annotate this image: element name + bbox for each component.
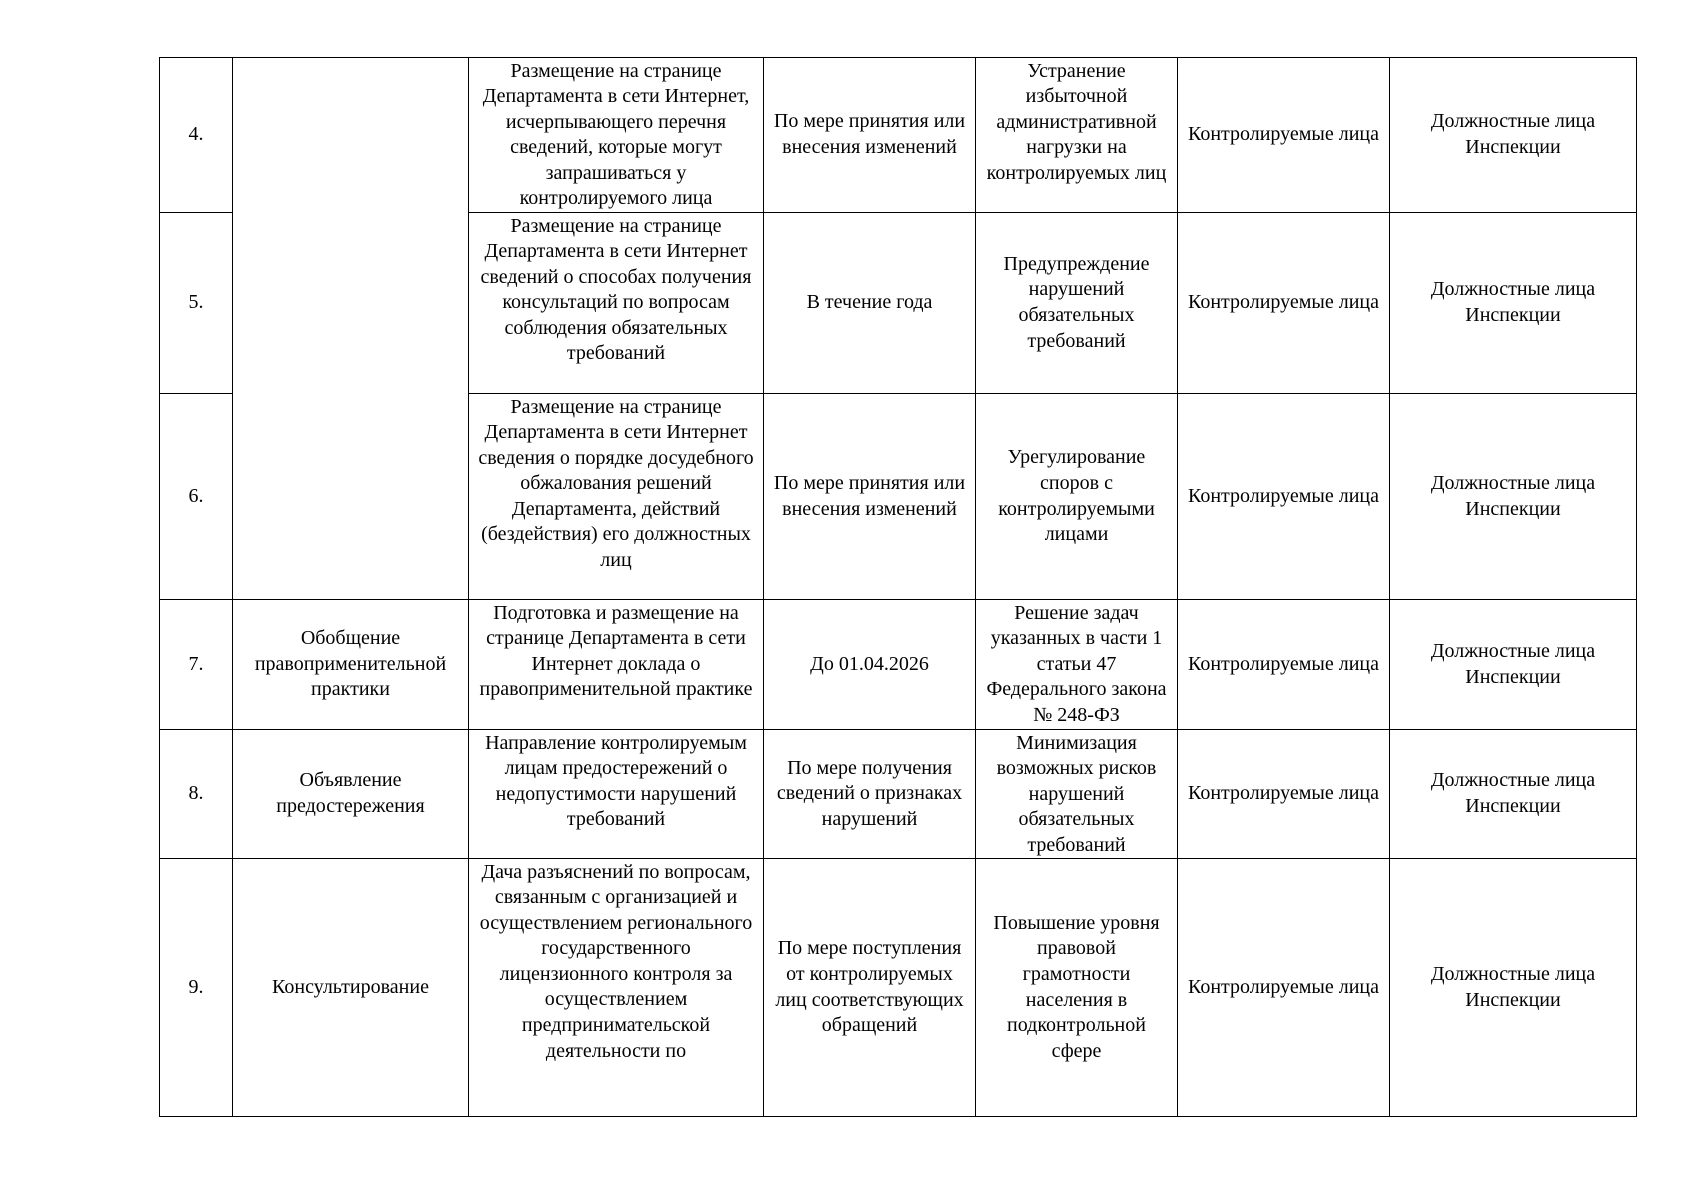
activity-text: Подготовка и размещение на странице Департамента в сети Интернет доклада о правоприменительной практике <box>479 601 753 701</box>
row-number: 5. <box>160 213 233 394</box>
term-cell: До 01.04.2026 <box>764 600 976 730</box>
result-cell: Повышение уровня правовой грамотности населения в подконтрольной сфере <box>976 859 1178 1117</box>
subject-cell: Контролируемые лица <box>1178 730 1390 859</box>
subject-cell: Контролируемые лица <box>1178 213 1390 394</box>
activity-text: Размещение на странице Департамента в сети Интернет сведений о способах получения консультаций по вопросам соблюдения обязательных требований <box>480 214 752 365</box>
executor-cell: Должностные лица Инспекции <box>1390 859 1637 1117</box>
measure-cell: Объявление предостережения <box>233 730 469 859</box>
row-number: 8. <box>160 730 233 859</box>
activity-cell <box>469 213 764 394</box>
result-cell: Урегулирование споров с контролируемыми лицами <box>976 394 1178 600</box>
term-cell: По мере получения сведений о признаках нарушений <box>764 730 976 859</box>
activity-text: Размещение на странице Департамента в сети Интернет сведения о порядке досудебного обжалования решений Департамента, действий (бездействия) его должностных лиц <box>478 395 754 572</box>
activity-text: Направление контролируемым лицам предостережений о недопустимости нарушений требований <box>485 731 747 831</box>
subject-cell: Контролируемые лица <box>1178 394 1390 600</box>
subject-cell: Контролируемые лица <box>1178 600 1390 730</box>
activity-text: Размещение на странице Департамента в сети Интернет, исчерпывающего перечня сведений, которые могут запрашиваться у контролируемого лица <box>482 59 750 210</box>
table-row <box>160 58 1637 213</box>
executor-cell: Должностные лица Инспекции <box>1390 213 1637 394</box>
measure-cell-empty <box>233 58 469 600</box>
subject-cell: Контролируемые лица <box>1178 859 1390 1117</box>
row-number: 9. <box>160 859 233 1117</box>
result-cell: Предупреждение нарушений обязательных требований <box>976 213 1178 394</box>
result-cell <box>976 730 1178 859</box>
activity-cell <box>469 600 764 730</box>
executor-cell: Должностные лица Инспекции <box>1390 600 1637 730</box>
activity-cell <box>469 394 764 600</box>
executor-cell: Должностные лица Инспекции <box>1390 58 1637 213</box>
activity-cell <box>469 58 764 213</box>
result-text: Устранение избыточной административной нагрузки на контролируемых лиц <box>986 59 1167 184</box>
result-text: Минимизация возможных рисков нарушений обязательных требований <box>996 731 1157 856</box>
row-number: 4. <box>160 58 233 213</box>
term-cell: По мере поступления от контролируемых лиц соответствующих обращений <box>764 859 976 1117</box>
measure-cell: Консультирование <box>233 859 469 1117</box>
table-row <box>160 600 1637 730</box>
activity-cell <box>469 859 764 1117</box>
table-row <box>160 730 1637 859</box>
term-cell: В течение года <box>764 213 976 394</box>
row-number: 6. <box>160 394 233 600</box>
activity-text: Дача разъяснений по вопросам, связанным с организацией и осуществлением регионального государственного лицензионного контроля за осуществлением предпринимательской деятельности по <box>479 860 753 1062</box>
activity-cell <box>469 730 764 859</box>
term-cell: По мере принятия или внесения изменений <box>764 394 976 600</box>
result-cell <box>976 58 1178 213</box>
subject-cell: Контролируемые лица <box>1178 58 1390 213</box>
prevention-measures-table <box>159 57 1637 1117</box>
executor-cell: Должностные лица Инспекции <box>1390 730 1637 859</box>
row-number: 7. <box>160 600 233 730</box>
measure-cell: Обобщение правоприменительной практики <box>233 600 469 730</box>
result-cell <box>976 600 1178 730</box>
term-cell: По мере принятия или внесения изменений <box>764 58 976 213</box>
table-row <box>160 859 1637 1117</box>
executor-cell: Должностные лица Инспекции <box>1390 394 1637 600</box>
result-text: Решение задач указанных в части 1 статьи 47 Федерального закона № 248-ФЗ <box>986 601 1167 726</box>
